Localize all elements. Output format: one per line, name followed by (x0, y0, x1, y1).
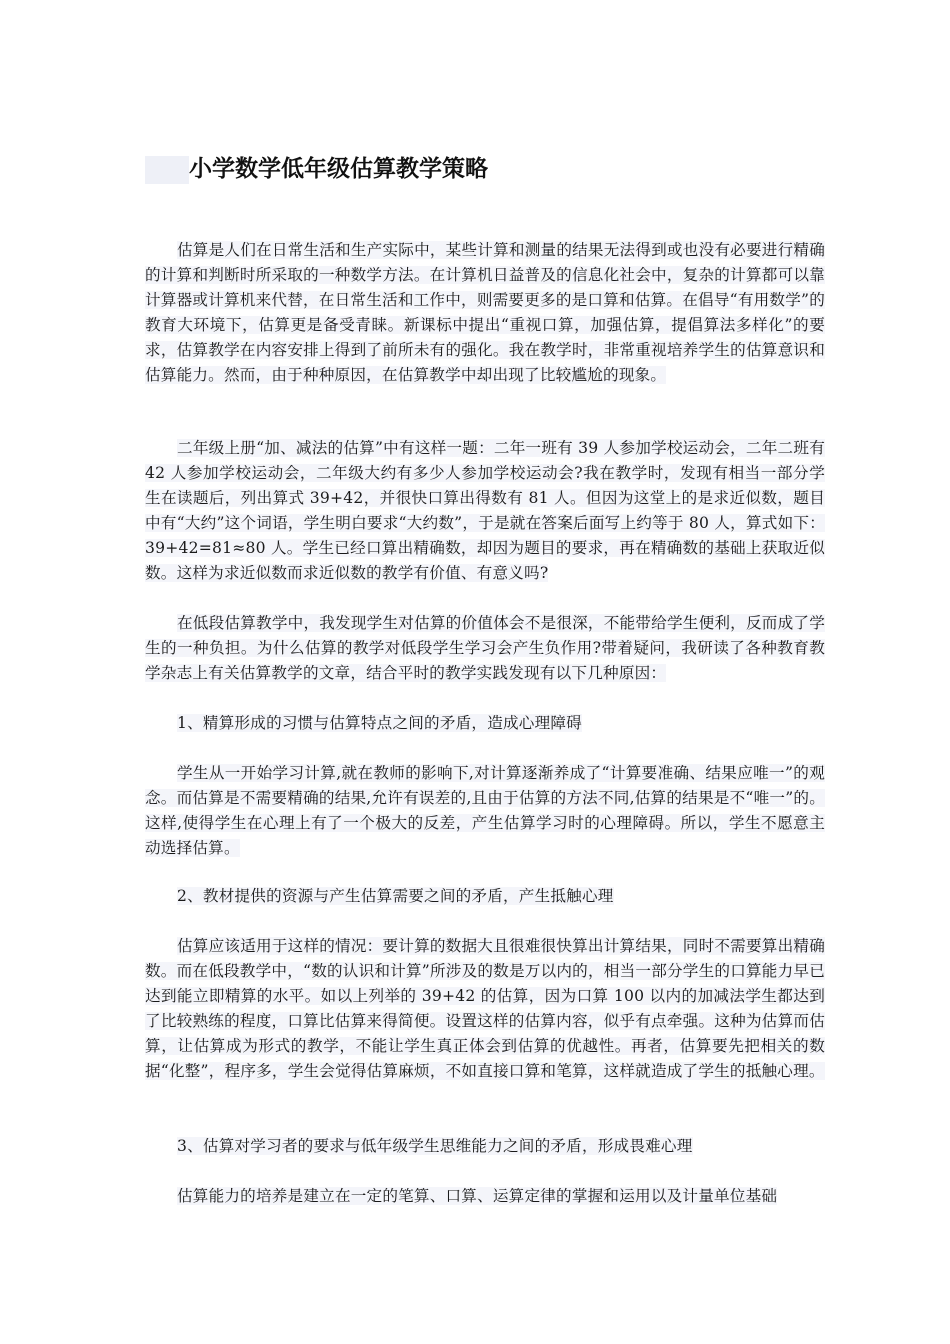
paragraph-text: 估算能力的培养是建立在一定的笔算、口算、运算定律的掌握和运用以及计量单位基础 (177, 1187, 778, 1205)
paragraph-reason-1 (145, 761, 825, 861)
paragraph-text: 学生从一开始学习计算,就在教师的影响下,对计算逐渐养成了“计算要准确、结果应唯一”的观念。而估算是不需要精确的结果,允许有误差的,且由于估算的方法不同,估算的结果是不“唯一”的。这样,使得学生在心理上有了一个极大的反差，产生估算学习时的心理障碍。所以，学生不愿意主动选择估算。 (145, 764, 825, 857)
paragraph-example (145, 436, 825, 586)
heading-text: 1、精算形成的习惯与估算特点之间的矛盾，造成心理障碍 (177, 714, 582, 732)
paragraph-reason-3 (145, 1184, 825, 1209)
heading-text: 3、估算对学习者的要求与低年级学生思维能力之间的矛盾，形成畏难心理 (177, 1137, 693, 1155)
heading-text: 2、教材提供的资源与产生估算需要之间的矛盾，产生抵触心理 (177, 887, 614, 905)
paragraph-reason-2 (145, 934, 825, 1084)
title-text: 小学数学低年级估算教学策略 (189, 156, 488, 182)
section-heading-2 (145, 884, 825, 909)
paragraph-intro (145, 238, 825, 388)
section-heading-1 (145, 711, 825, 736)
paragraph-text: 二年级上册“加、减法的估算”中有这样一题：二年一班有 39 人参加学校运动会，二年二班有 42 人参加学校运动会，二年级大约有多少人参加学校运动会?我在教学时，发现有相当一部分学生在读题后，列出算式 39+42，并很快口算出得数有 81 人。但因为这堂上的是求近似数，题目中有“大约”这个词语，学生明白要求“大约数”，于是就在答案后面写上约等于 80 人，算式如下：39+42=81≈80 人。学生已经口算出精确数，却因为题目的要求，再在精确数的基础上获取近似数。这样为求近似数而求近似数的教学有价值、有意义吗? (145, 439, 825, 582)
paragraph-text: 在低段估算教学中，我发现学生对估算的价值体会不是很深，不能带给学生便利，反而成了学生的一种负担。为什么估算的教学对低段学生学习会产生负作用?带着疑问，我研读了各种教育教学杂志上有关估算教学的文章，结合平时的教学实践发现有以下几种原因： (145, 614, 825, 682)
document-title (145, 152, 488, 186)
paragraph-problem (145, 611, 825, 686)
section-heading-3 (145, 1134, 825, 1159)
title-indent-shade (145, 156, 189, 184)
paragraph-text: 估算是人们在日常生活和生产实际中，某些计算和测量的结果无法得到或也没有必要进行精确的计算和判断时所采取的一种数学方法。在计算机日益普及的信息化社会中，复杂的计算都可以靠计算器或计算机来代替，在日常生活和工作中，则需要更多的是口算和估算。在倡导“有用数学”的教育大环境下，估算更是备受青睐。新课标中提出“重视口算，加强估算，提倡算法多样化”的要求，估算教学在内容安排上得到了前所未有的强化。我在教学时，非常重视培养学生的估算意识和估算能力。然而，由于种种原因，在估算教学中却出现了比较尴尬的现象。 (145, 241, 825, 384)
paragraph-text: 估算应该适用于这样的情况：要计算的数据大且很难很快算出计算结果，同时不需要算出精确数。而在低段教学中，“数的认识和计算”所涉及的数是万以内的，相当一部分学生的口算能力早已达到能立即精算的水平。如以上列举的 39+42 的估算，因为口算 100 以内的加减法学生都达到了比较熟练的程度，口算比估算来得简便。设置这样的估算内容，似乎有点牵强。这种为估算而估算，让估算成为形式的教学，不能让学生真正体会到估算的优越性。再者，估算要先把相关的数据“化整”，程序多，学生会觉得估算麻烦，不如直接口算和笔算，这样就造成了学生的抵触心理。 (145, 937, 825, 1080)
